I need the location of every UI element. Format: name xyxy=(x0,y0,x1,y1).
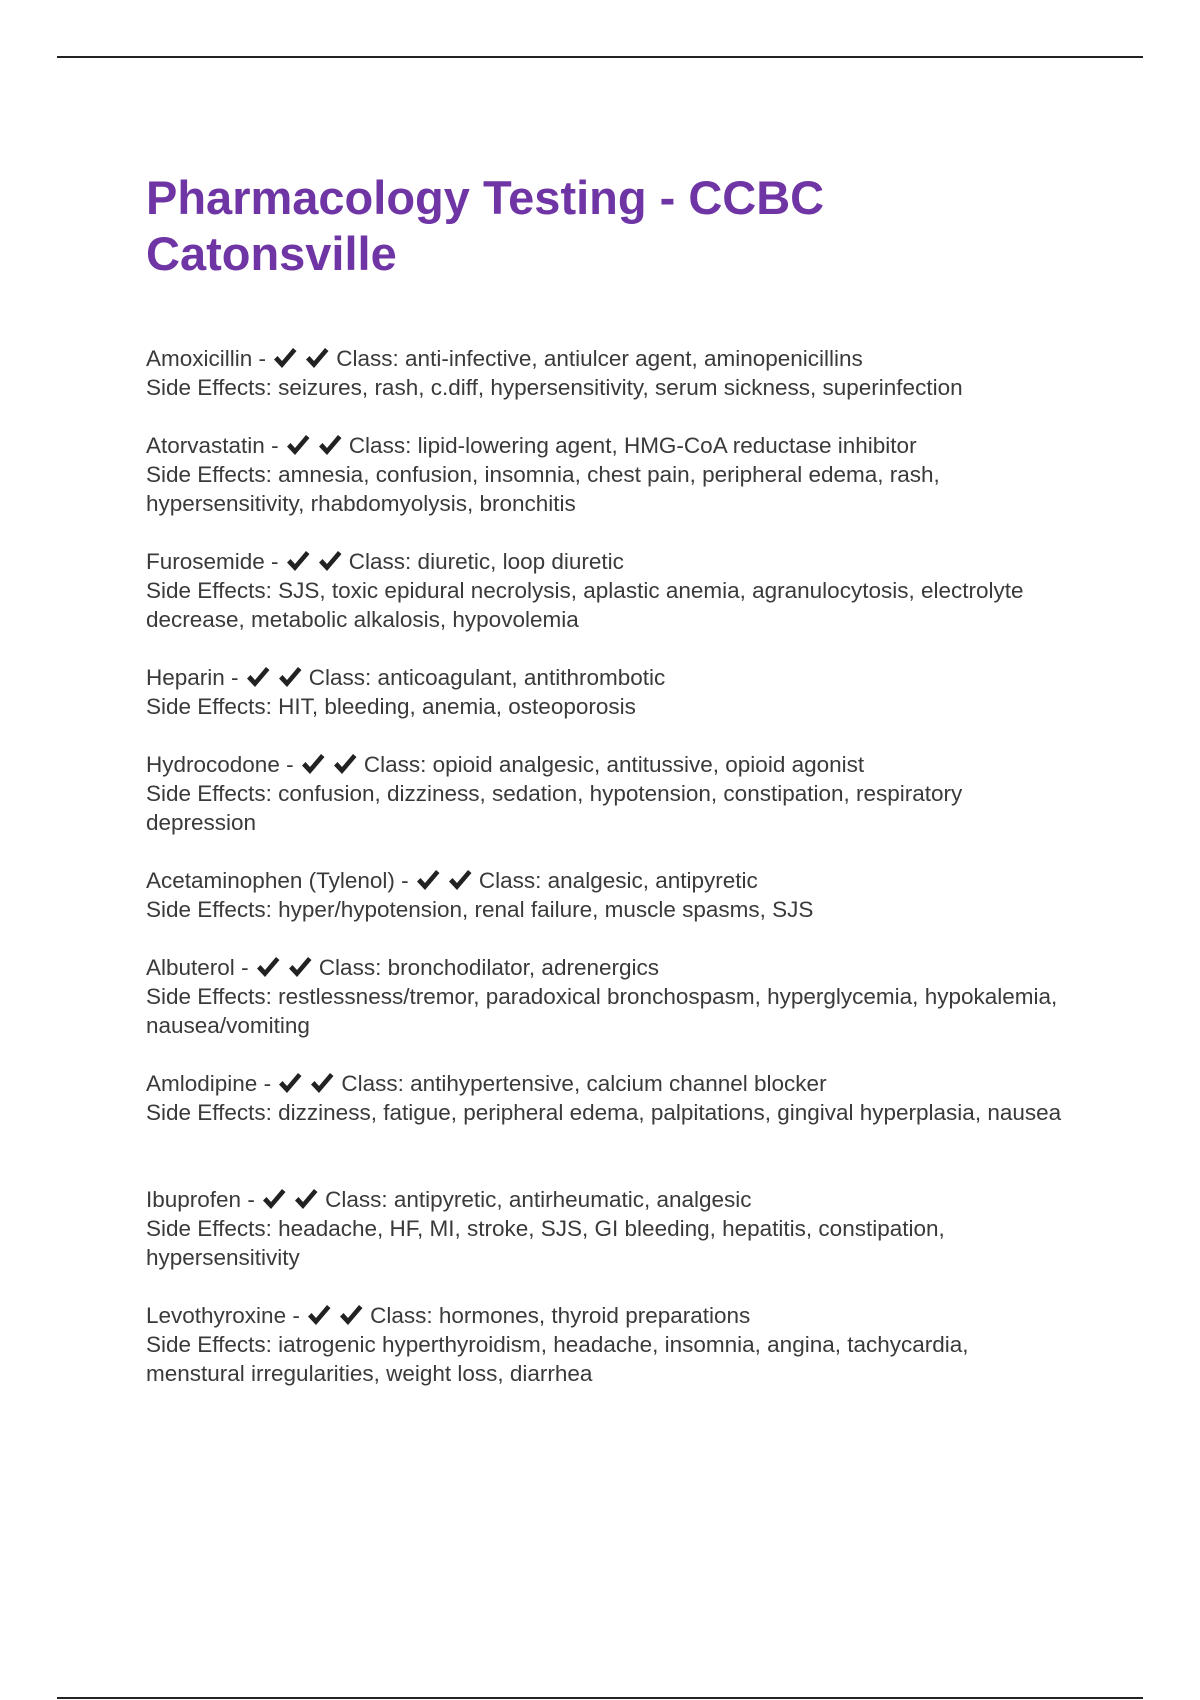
drug-class: Class: analgesic, antipyretic xyxy=(478,868,758,893)
drug-line xyxy=(146,953,1066,982)
check-icon xyxy=(317,549,345,573)
drug-class: Class: opioid analgesic, antitussive, opioid agonist xyxy=(363,752,865,777)
drug-line xyxy=(146,750,1066,779)
check-icon xyxy=(415,868,443,892)
drug-name: Hydrocodone xyxy=(146,752,280,777)
list-item xyxy=(146,750,1066,837)
check-icon xyxy=(287,955,315,979)
check-icon xyxy=(272,346,300,370)
check-icon xyxy=(309,1071,337,1095)
list-item xyxy=(146,953,1066,1040)
document-body xyxy=(146,170,1066,1417)
page-title: Pharmacology Testing - CCBC Catonsville xyxy=(146,171,825,280)
list-item xyxy=(146,663,1066,721)
separator: - xyxy=(264,433,285,458)
drug-name: Furosemide xyxy=(146,549,265,574)
separator: - xyxy=(252,346,273,371)
drug-line xyxy=(146,866,1066,895)
check-icon xyxy=(447,868,475,892)
side-effects: Side Effects: confusion, dizziness, sedation, hypotension, constipation, respiratory depression xyxy=(146,781,963,835)
separator: - xyxy=(394,868,415,893)
drug-line xyxy=(146,344,1066,373)
check-icon xyxy=(285,549,313,573)
list-item xyxy=(146,1069,1066,1127)
drug-name: Amoxicillin xyxy=(146,346,253,371)
side-effects: Side Effects: HIT, bleeding, anemia, osteoporosis xyxy=(146,694,636,719)
drug-line xyxy=(146,547,1066,576)
check-icon xyxy=(277,665,305,689)
check-icon xyxy=(332,752,360,776)
check-icon xyxy=(293,1187,321,1211)
drug-class: Class: bronchodilator, adrenergics xyxy=(318,955,659,980)
side-effects: Side Effects: SJS, toxic epidural necrolysis, aplastic anemia, agranulocytosis, electrolyte decrease, metabolic alkalosis, hypovolemia xyxy=(146,578,1024,632)
drug-class: Class: diuretic, loop diuretic xyxy=(348,549,624,574)
separator: - xyxy=(264,549,285,574)
check-icon xyxy=(277,1071,305,1095)
check-icon xyxy=(255,955,283,979)
drug-name: Ibuprofen xyxy=(146,1187,242,1212)
drug-class: Class: lipid-lowering agent, HMG-CoA reductase inhibitor xyxy=(348,433,917,458)
side-effects: Side Effects: dizziness, fatigue, peripheral edema, palpitations, gingival hyperplasia, nausea xyxy=(146,1100,1062,1125)
list-item xyxy=(146,344,1066,402)
side-effects: Side Effects: hyper/hypotension, renal failure, muscle spasms, SJS xyxy=(146,897,814,922)
drug-name: Atorvastatin xyxy=(146,433,265,458)
drug-name: Acetaminophen (Tylenol) xyxy=(146,868,395,893)
check-icon xyxy=(300,752,328,776)
separator: - xyxy=(224,665,245,690)
separator: - xyxy=(279,752,300,777)
list-item xyxy=(146,1185,1066,1272)
separator: - xyxy=(241,1187,262,1212)
drug-line xyxy=(146,431,1066,460)
list-item xyxy=(146,1301,1066,1388)
drug-class: Class: anti-infective, antiulcer agent, aminopenicillins xyxy=(336,346,863,371)
side-effects: Side Effects: restlessness/tremor, paradoxical bronchospasm, hyperglycemia, hypokalemia, nausea/vomiting xyxy=(146,984,1058,1038)
check-icon xyxy=(338,1303,366,1327)
check-icon xyxy=(306,1303,334,1327)
drug-line xyxy=(146,1185,1066,1214)
side-effects: Side Effects: headache, HF, MI, stroke, SJS, GI bleeding, hepatitis, constipation, hypersensitivity xyxy=(146,1216,945,1270)
drug-class: Class: antihypertensive, calcium channel blocker xyxy=(341,1071,827,1096)
list-item xyxy=(146,866,1066,924)
drug-line xyxy=(146,663,1066,692)
check-icon xyxy=(245,665,273,689)
check-icon xyxy=(261,1187,289,1211)
separator: - xyxy=(257,1071,278,1096)
top-rule xyxy=(57,56,1143,58)
check-icon xyxy=(304,346,332,370)
drug-line xyxy=(146,1301,1066,1330)
bottom-rule xyxy=(57,1697,1143,1699)
drug-class: Class: anticoagulant, antithrombotic xyxy=(308,665,666,690)
list-item xyxy=(146,547,1066,634)
drug-line xyxy=(146,1069,1066,1098)
drug-class: Class: hormones, thyroid preparations xyxy=(370,1303,751,1328)
side-effects: Side Effects: amnesia, confusion, insomnia, chest pain, peripheral edema, rash, hypersensitivity, rhabdomyolysis, bronchitis xyxy=(146,462,940,516)
drug-list xyxy=(146,344,1066,1388)
separator: - xyxy=(286,1303,307,1328)
drug-name: Amlodipine xyxy=(146,1071,258,1096)
check-icon xyxy=(285,433,313,457)
list-item xyxy=(146,431,1066,518)
check-icon xyxy=(317,433,345,457)
drug-name: Levothyroxine xyxy=(146,1303,287,1328)
side-effects: Side Effects: iatrogenic hyperthyroidism, headache, insomnia, angina, tachycardia, menstural irregularities, weight loss, diarrhea xyxy=(146,1332,969,1386)
side-effects: Side Effects: seizures, rash, c.diff, hypersensitivity, serum sickness, superinfection xyxy=(146,375,963,400)
drug-name: Albuterol xyxy=(146,955,235,980)
separator: - xyxy=(234,955,255,980)
drug-class: Class: antipyretic, antirheumatic, analgesic xyxy=(325,1187,752,1212)
drug-name: Heparin xyxy=(146,665,225,690)
